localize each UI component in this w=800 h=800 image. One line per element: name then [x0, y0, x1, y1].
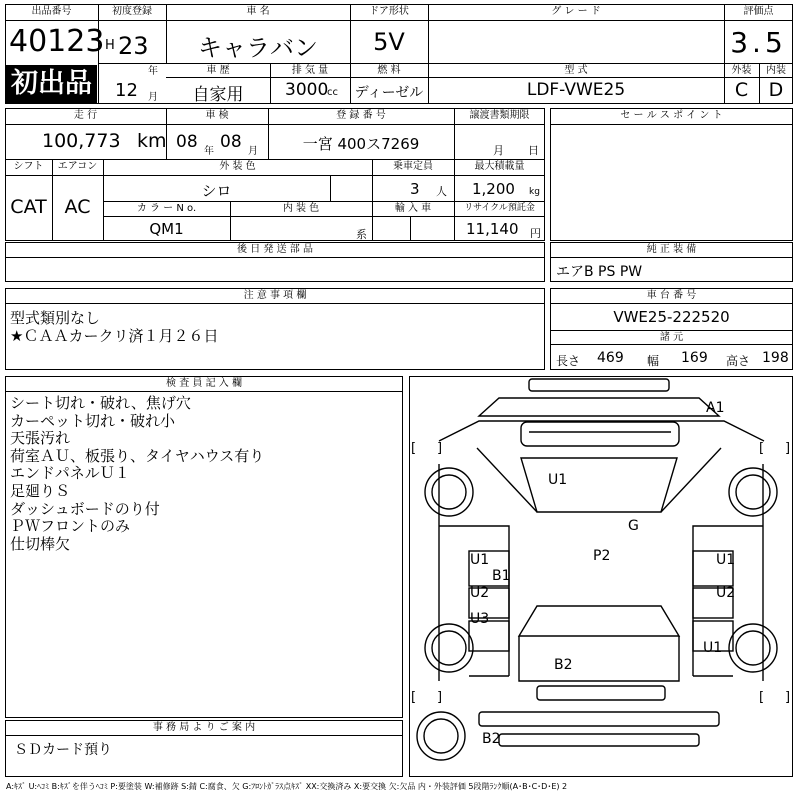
capacity: 3: [410, 180, 420, 198]
displacement-label: 排 気 量: [291, 65, 329, 76]
height: 198: [762, 350, 789, 366]
sales-point-label: セ ー ル ス ポ イ ン ト: [620, 110, 723, 121]
inspector-line: ＰＷフロントのみ: [10, 517, 131, 536]
load-label: 最大積載量: [474, 161, 525, 172]
transfer-label: 譲渡書類期限: [469, 110, 530, 121]
height-label: 高さ: [726, 354, 751, 368]
damage-mark-b2-bumper: B2: [482, 731, 501, 747]
svg-text:]: ]: [437, 690, 443, 705]
dimensions-label: 諸 元: [659, 332, 684, 343]
shift-label: シフト: [13, 161, 44, 172]
svg-text:[: [: [759, 690, 765, 705]
first-reg-label: 初度登録: [112, 6, 152, 17]
recycle-unit: 円: [530, 227, 541, 240]
office-text: ＳＤカード預り: [14, 742, 112, 758]
plate: 一宮 400ス7269: [302, 135, 420, 153]
chassis-label: 車 台 番 号: [646, 290, 697, 301]
damage-mark-u3-left: U3: [470, 611, 490, 627]
capacity-unit: 人: [436, 185, 447, 198]
rear-panel: [519, 606, 679, 636]
hood-outline: [439, 421, 764, 441]
fuel-label: 燃 料: [377, 65, 401, 76]
reg-month: 12: [115, 80, 138, 101]
lot-label: 出品番号: [31, 6, 72, 17]
inspector-line: ダッシュボードのり付: [10, 499, 160, 518]
inspector-line: 仕切棒欠: [10, 534, 71, 553]
inspector-label: 検 査 員 記 入 欄: [166, 378, 242, 389]
mileage: 100,773: [42, 130, 121, 152]
rear-bumper: [537, 686, 665, 700]
svg-text:]: ]: [785, 690, 791, 705]
front-bumper: [529, 379, 669, 391]
damage-mark-b2-rear: B2: [554, 657, 573, 673]
roof-outline: [521, 458, 677, 512]
damage-mark-u2-left: U2: [470, 585, 490, 601]
inspection-year: 08: [176, 132, 198, 152]
svg-text:]: ]: [785, 441, 791, 456]
reg-year: 23: [118, 32, 149, 60]
later-parts-label: 後 日 発 送 部 品: [237, 244, 313, 255]
mileage-unit: km: [137, 130, 167, 152]
score: 3.5: [730, 26, 787, 59]
history-label: 車 歴: [206, 65, 230, 76]
damage-mark-u1-rear: U1: [703, 640, 723, 656]
month-unit: 月: [148, 92, 158, 103]
inspection-year-unit: 年: [204, 146, 214, 157]
ac: AC: [64, 196, 91, 218]
load-unit: kg: [529, 187, 540, 197]
color: シロ: [201, 182, 232, 200]
door-type: 5V: [373, 28, 405, 56]
color-no: QM1: [149, 220, 184, 238]
lot-number: 40123: [9, 24, 105, 59]
damage-mark-u2-right: U2: [716, 585, 736, 601]
car-name-label: 車 名: [246, 6, 270, 17]
inspector-line: 荷室ＡＵ、板張り、タイヤハウス有り: [10, 446, 265, 465]
length-label: 長さ: [556, 354, 581, 368]
model-label: 型 式: [564, 65, 588, 76]
score-label: 評価点: [743, 6, 774, 17]
damage-mark-b1: B1: [492, 568, 511, 584]
chassis-number: VWE25-222520: [613, 308, 730, 326]
interior-color-suffix: 系: [356, 228, 367, 241]
damage-mark-u1-right: U1: [716, 552, 736, 568]
recycle-label: リサイクル預託金: [464, 203, 535, 213]
plate-label: 登 録 番 号: [336, 110, 386, 121]
damage-mark-u1-left: U1: [470, 552, 490, 568]
exterior-grade: C: [734, 79, 749, 101]
recycle: 11,140: [466, 220, 519, 238]
car-name: キャラバン: [198, 34, 318, 62]
first-listing-badge: 初出品: [6, 65, 97, 103]
notice-label: 注 意 事 項 欄: [243, 290, 307, 301]
color-label: 外 装 色: [219, 161, 256, 172]
inspector-line: エンドパネルＵ１: [10, 464, 130, 483]
equipment-label: 純 正 装 備: [646, 244, 697, 255]
ac-label: エアコン: [57, 161, 98, 172]
door-label: ドア形状: [369, 6, 409, 17]
inspector-line: シート切れ・破れ、焦げ穴: [10, 394, 191, 412]
front-grille: [521, 422, 679, 446]
displacement: 3000: [285, 80, 329, 100]
svg-text:[: [: [411, 441, 417, 456]
capacity-label: 乗車定員: [393, 161, 433, 172]
import-label: 輸 入 車: [394, 203, 432, 214]
mileage-label: 走 行: [73, 110, 98, 121]
displacement-unit: cc: [327, 87, 338, 98]
transfer-day-unit: 日: [528, 144, 539, 157]
interior-color-label: 内 装 色: [282, 203, 320, 214]
damage-mark-a1: A1: [706, 400, 725, 416]
fuel: ディーゼル: [354, 85, 424, 101]
transfer-month-unit: 月: [493, 144, 504, 157]
svg-text:[: [: [759, 441, 765, 456]
svg-text:]: ]: [437, 441, 443, 456]
interior-label: 内装: [766, 65, 786, 76]
history: 自家用: [192, 85, 244, 105]
load: 1,200: [472, 180, 515, 198]
inspector-line: カーペット切れ・破れ小: [10, 411, 176, 430]
notice-line: ★ＣＡＡカークリ済１月２６日: [10, 326, 219, 345]
color-no-label: カ ラ ー N o.: [136, 203, 197, 214]
era: H: [105, 38, 115, 53]
legend: A:ｷｽﾞ U:ﾍｺﾐ B:ｷｽﾞを伴うﾍｺﾐ P:要塗装 W:補修跡 S:錆 C:腐食、欠 G:ﾌﾛﾝﾄｶﾞﾗｽ点ｷｽﾞ XX:交換済み X:要交換 欠:欠品 内・外装評価 5段階ﾗﾝｸ順(A･B･C･D･E) 2: [6, 782, 568, 791]
shift: CAT: [10, 196, 47, 218]
inspector-line: 天張汚れ: [10, 429, 71, 448]
svg-text:[: [: [411, 690, 417, 705]
inspection-month-unit: 月: [248, 146, 258, 157]
interior-grade: D: [768, 79, 784, 101]
front-panel: [479, 398, 719, 416]
damage-mark-g: G: [628, 518, 639, 534]
equipment: エアB PS PW: [556, 264, 643, 280]
damage-mark-p2: P2: [593, 548, 611, 564]
grade-label: グ レ ー ド: [551, 6, 601, 17]
width: 169: [681, 350, 708, 366]
sales-point-box: [550, 108, 793, 241]
model: LDF-VWE25: [526, 80, 626, 100]
damage-mark-u1-roof: U1: [548, 472, 568, 488]
office-label: 事 務 局 よ り ご 案 内: [152, 722, 256, 733]
length: 469: [597, 350, 624, 366]
inspector-line: 足廻りＳ: [10, 481, 71, 500]
width-label: 幅: [647, 354, 660, 368]
exterior-label: 外装: [731, 65, 752, 76]
notice-line: 型式類別なし: [10, 309, 101, 327]
car-diagram: [409, 376, 793, 777]
inspection-label: 車 検: [205, 110, 229, 121]
year-unit: 年: [148, 66, 158, 77]
inspection-month: 08: [220, 132, 242, 152]
